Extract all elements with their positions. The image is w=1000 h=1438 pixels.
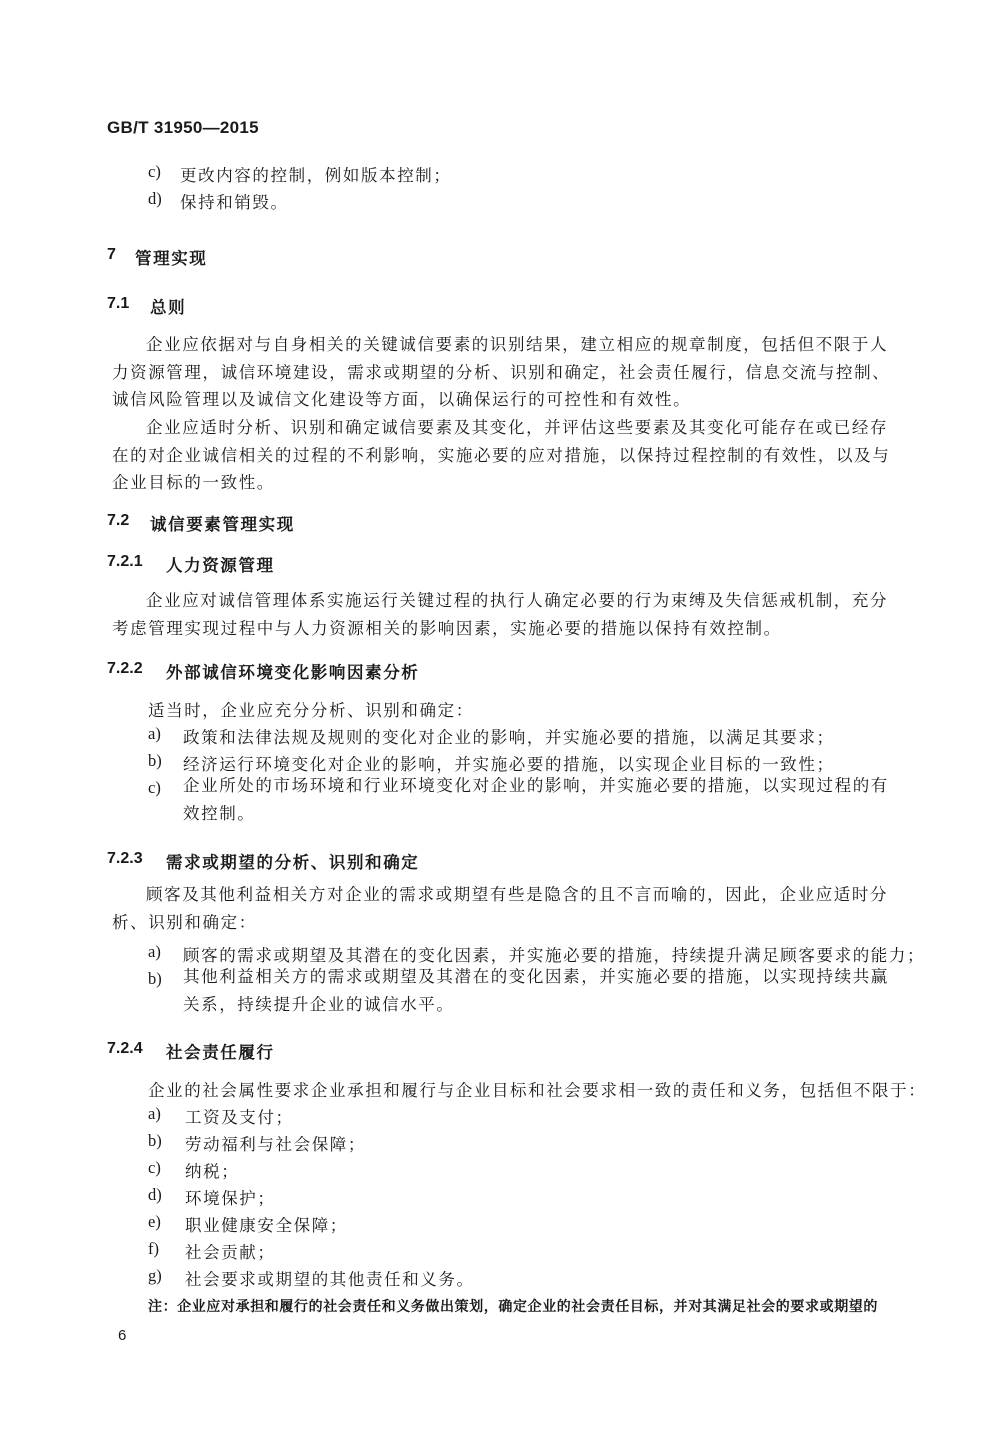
section-number: 7.2.2 xyxy=(107,660,143,677)
paragraph-lead: 顾客及其他利益相关方对企业的需求或期望有些是隐含的且不言而喻的，因此，企业应适时分析、识别和确定： xyxy=(112,885,889,932)
list-item-label: c) xyxy=(148,1158,161,1177)
section-number: 7.2.3 xyxy=(107,850,143,867)
section-title: 管理实现 xyxy=(135,249,208,268)
list-item-label: a) xyxy=(148,724,161,743)
list-item-text: 更改内容的控制，例如版本控制； xyxy=(180,166,452,185)
section-title: 人力资源管理 xyxy=(166,556,275,575)
list-item-text: 劳动福利与社会保障； xyxy=(185,1135,366,1154)
section-title: 总则 xyxy=(150,298,187,317)
section-number: 7.1 xyxy=(107,295,130,312)
page-number: 6 xyxy=(118,1327,127,1344)
list-item-label: a) xyxy=(148,1104,161,1123)
list-item-text: 经济运行环境变化对企业的影响，并实施必要的措施，以实现企业目标的一致性； xyxy=(183,755,835,774)
section-number: 7.2 xyxy=(107,512,130,529)
list-item-text: 顾客的需求或期望及其潜在的变化因素，并实施必要的措施，持续提升满足顾客要求的能力； xyxy=(183,946,926,965)
list-item-text: 保持和销毁。 xyxy=(180,193,289,212)
list-item-text: 社会要求或期望的其他责任和义务。 xyxy=(185,1270,475,1289)
list-item-text: 社会贡献； xyxy=(185,1243,276,1262)
paragraph: 企业应依据对与自身相关的关键诚信要素的识别结果，建立相应的规章制度，包括但不限于人力资源管理，诚信环境建设，需求或期望的分析、识别和确定，社会责任履行，信息交流与控制、诚信风险管理以及诚信文化建设等方面，以确保运行的可控性和有效性。 xyxy=(112,335,891,409)
list-item-label: c) xyxy=(148,778,161,797)
paragraph-lead: 企业的社会属性要求企业承担和履行与企业目标和社会要求相一致的责任和义务，包括但不限于： xyxy=(148,1081,927,1100)
list-item-label: d) xyxy=(148,189,162,208)
section-title: 需求或期望的分析、识别和确定 xyxy=(166,853,420,872)
list-item-label: b) xyxy=(148,751,162,770)
list-item-label: g) xyxy=(148,1266,162,1285)
standard-code: GB/T 31950—2015 xyxy=(107,118,259,137)
section-number: 7.2.1 xyxy=(107,553,143,570)
list-item-text: 企业所处的市场环境和行业环境变化对企业的影响，并实施必要的措施，以实现过程的有效控制。 xyxy=(183,776,889,823)
paragraph: 企业应适时分析、识别和确定诚信要素及其变化，并评估这些要素及其变化可能存在或已经存在的对企业诚信相关的过程的不利影响，实施必要的应对措施，以保持过程控制的有效性，以及与企业目标的一致性。 xyxy=(112,418,891,492)
list-item-label: f) xyxy=(148,1239,159,1258)
paragraph-lead: 适当时，企业应充分分析、识别和确定： xyxy=(148,701,474,720)
section-title: 外部诚信环境变化影响因素分析 xyxy=(166,663,420,682)
paragraph: 企业应对诚信管理体系实施运行关键过程的执行人确定必要的行为束缚及失信惩戒机制，充分考虑管理实现过程中与人力资源相关的影响因素，实施必要的措施以保持有效控制。 xyxy=(112,591,889,638)
list-item-text: 环境保护； xyxy=(185,1189,276,1208)
list-item-text: 其他利益相关方的需求或期望及其潜在的变化因素，并实施必要的措施，以实现持续共赢关系，持续提升企业的诚信水平。 xyxy=(183,967,889,1014)
list-item-label: b) xyxy=(148,1131,162,1150)
list-item-label: a) xyxy=(148,942,161,961)
list-item-text: 职业健康安全保障； xyxy=(185,1216,348,1235)
list-item-label: e) xyxy=(148,1212,161,1231)
section-number: 7.2.4 xyxy=(107,1040,143,1057)
list-item-text: 纳税； xyxy=(185,1162,240,1181)
note: 注：企业应对承担和履行的社会责任和义务做出策划，确定企业的社会责任目标，并对其满足社会的要求或期望的 xyxy=(148,1299,878,1315)
list-item-text: 政策和法律法规及规则的变化对企业的影响，并实施必要的措施，以满足其要求； xyxy=(183,728,835,747)
section-title: 社会责任履行 xyxy=(166,1043,275,1062)
section-title: 诚信要素管理实现 xyxy=(150,515,295,534)
list-item-label: d) xyxy=(148,1185,162,1204)
list-item-text: 工资及支付； xyxy=(185,1108,294,1127)
list-item-label: b) xyxy=(148,969,162,988)
section-number: 7 xyxy=(107,246,116,263)
list-item-label: c) xyxy=(148,162,161,181)
